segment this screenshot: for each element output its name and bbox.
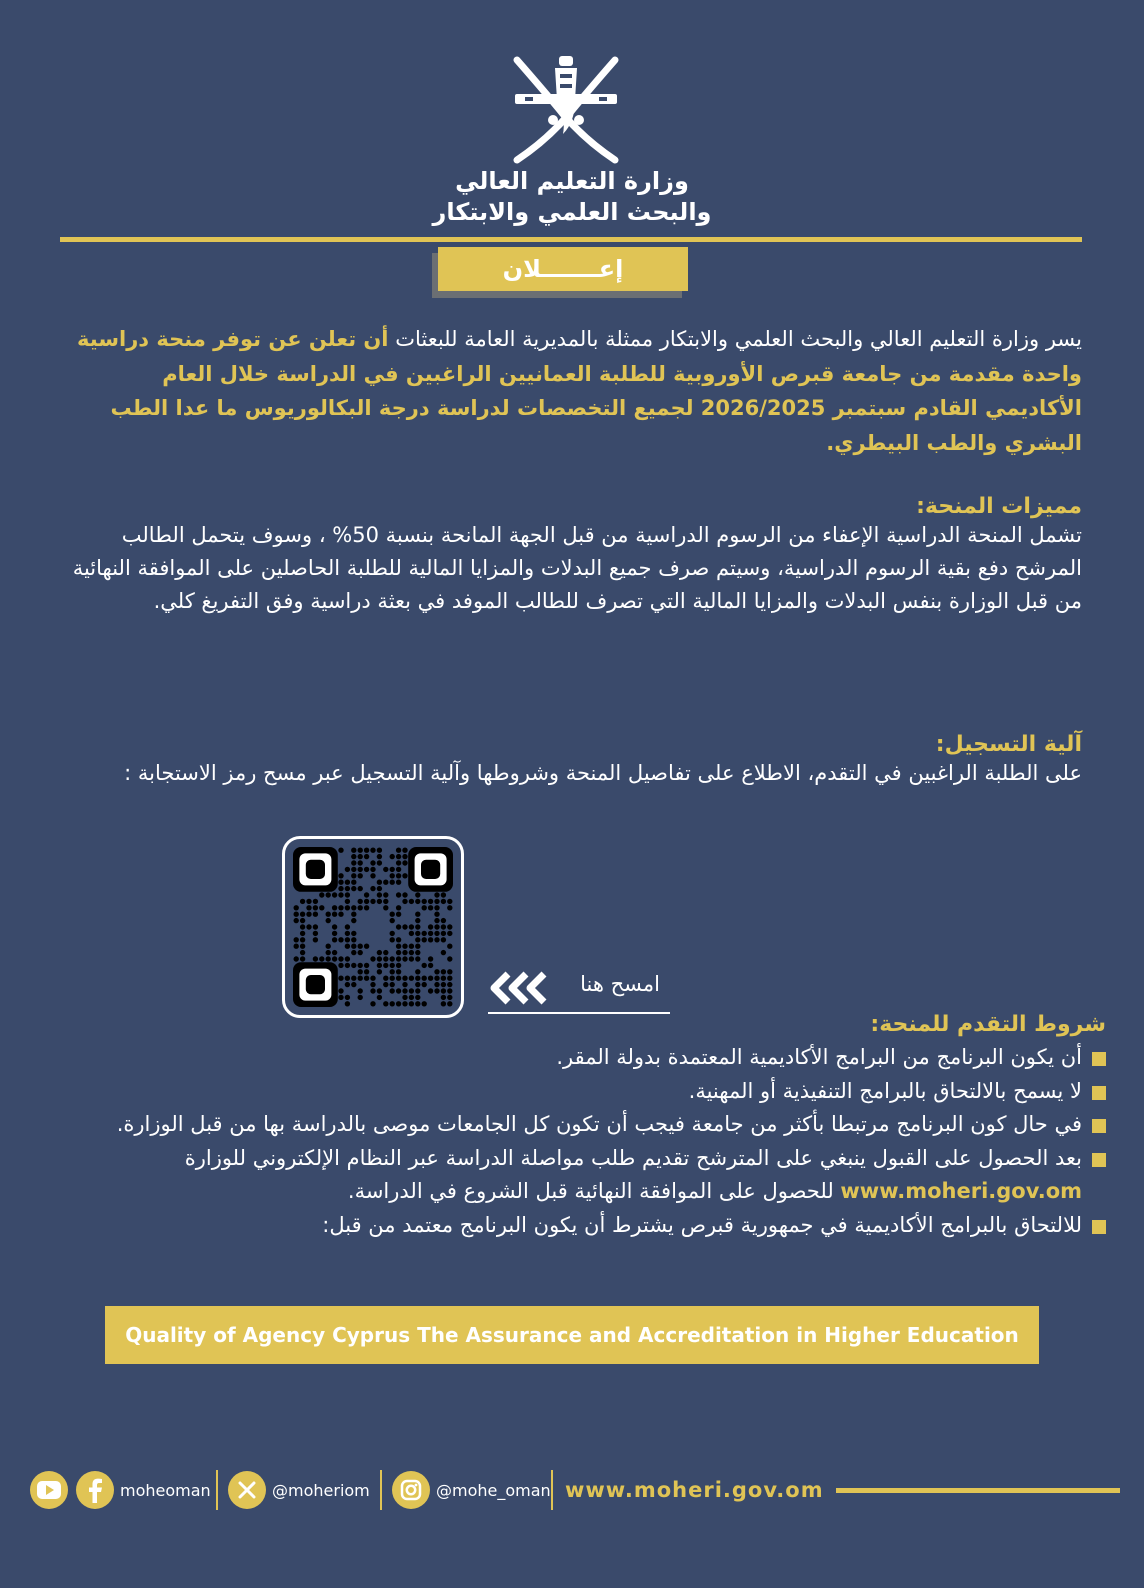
condition-text: لا يسمح بالالتحاق بالبرامج التنفيذية أو المهنية. (688, 1078, 1082, 1103)
scan-here-label: امسح هنا (580, 972, 660, 996)
ministry-portal-link[interactable]: www.moheri.gov.om (840, 1179, 1082, 1203)
registration-heading: آلية التسجيل: (935, 732, 1082, 757)
footer-separator (380, 1470, 382, 1510)
facebook-youtube-handle: moheoman (120, 1480, 211, 1500)
registration-qr-code[interactable] (282, 836, 464, 1018)
bullet-square-icon (1092, 1153, 1106, 1167)
youtube-facebook-group[interactable] (30, 1468, 211, 1512)
announcement-label: إعـــــــلان (438, 247, 688, 291)
condition-item (60, 1108, 1106, 1142)
condition-text: في حال كون البرنامج مرتبطا بأكثر من جامعة فيجب أن تكون كل الجامعات موصى بالدراسة بها من قبل الوزارة. (116, 1112, 1082, 1136)
qr-code-pattern (285, 839, 461, 1015)
conditions-list (60, 1041, 1106, 1242)
condition-text: للالتحاق بالبرامج الأكاديمية في جمهورية قبرص يشترط أن يكون البرنامج معتمد من قبل: (322, 1212, 1082, 1237)
instagram-group[interactable] (392, 1468, 551, 1512)
condition-item (60, 1142, 1106, 1209)
ministry-name (380, 166, 764, 228)
x-handle: @moheriom (272, 1480, 370, 1500)
footer-separator (216, 1470, 218, 1510)
condition-item (60, 1075, 1106, 1109)
accreditation-agency-banner: Quality of Agency Cyprus The Assurance and Accreditation in Higher Education (105, 1306, 1039, 1364)
features-heading: مميزات المنحة: (916, 494, 1082, 519)
ministry-name-line2: والبحث العلمي والابتكار (432, 198, 712, 226)
intro-paragraph (60, 322, 1082, 460)
bullet-square-icon (1092, 1119, 1106, 1133)
footer-separator (551, 1470, 553, 1510)
features-section (60, 494, 1082, 618)
ministry-name-line1: وزارة التعليم العالي (455, 167, 689, 195)
footer-bar (30, 1468, 1120, 1512)
scan-here-prompt (488, 968, 670, 1014)
x-twitter-icon[interactable] (228, 1471, 266, 1509)
instagram-handle: @mohe_oman (436, 1480, 551, 1500)
youtube-icon[interactable] (30, 1471, 68, 1509)
bullet-square-icon (1092, 1086, 1106, 1100)
x-group[interactable] (228, 1468, 370, 1512)
header-divider (60, 237, 1082, 242)
facebook-icon[interactable] (76, 1471, 114, 1509)
website-group[interactable] (565, 1468, 824, 1512)
condition-text: بعد الحصول على القبول ينبغي على المترشح تقديم طلب مواصلة الدراسة عبر النظام الإلكتروني للوزارة (184, 1145, 1082, 1170)
triple-chevron-left-icon (488, 970, 554, 1006)
bullet-square-icon (1092, 1052, 1106, 1066)
condition-text: أن يكون البرنامج من البرامج الأكاديمية المعتمدة بدولة المقر. (556, 1045, 1082, 1069)
conditions-heading: شروط التقدم للمنحة: (870, 1012, 1106, 1037)
bullet-square-icon (1092, 1220, 1106, 1234)
footer-accent-line (836, 1488, 1120, 1493)
oman-emblem-logo (505, 52, 627, 167)
conditions-section (60, 1012, 1106, 1242)
condition-item (60, 1209, 1106, 1243)
condition-text-continued: للحصول على الموافقة النهائية قبل الشروع في الدراسة. (347, 1179, 841, 1203)
website-link[interactable]: www.moheri.gov.om (565, 1478, 824, 1502)
instagram-icon[interactable] (392, 1471, 430, 1509)
intro-plain-text: يسر وزارة التعليم العالي والبحث العلمي والابتكار ممثلة بالمديرية العامة للبعثات (388, 327, 1082, 351)
registration-section (60, 732, 1082, 790)
intro-highlight-text: أن تعلن عن توفر منحة دراسية واحدة مقدمة من جامعة قبرص الأوروبية للطلبة العمانيين الراغبين في الدراسة خلال العام الأكاديمي القادم سبتمبر 2026/2025 لجميع التخصصات لدراسة درجة البكالوريوس ما عدا الطب البشري والطب البيطري. (77, 327, 1082, 455)
condition-item (60, 1041, 1106, 1075)
registration-text: على الطلبة الراغبين في التقدم، الاطلاع على تفاصيل المنحة وشروطها وآلية التسجيل عبر مسح رمز الاستجابة : (124, 761, 1082, 785)
features-text: تشمل المنحة الدراسية الإعفاء من الرسوم الدراسية من قبل الجهة المانحة بنسبة 50% ، وسوف يتحمل الطالب المرشح دفع بقية الرسوم الدراسية، وسيتم صرف جميع البدلات والمزايا المالية للطلبة الحاصلين على الموافقة النهائية من قبل الوزارة بنفس البدلات والمزايا المالية التي تصرف للطالب الموفد في بعثة دراسية وفق التفريغ كلي. (72, 523, 1082, 613)
